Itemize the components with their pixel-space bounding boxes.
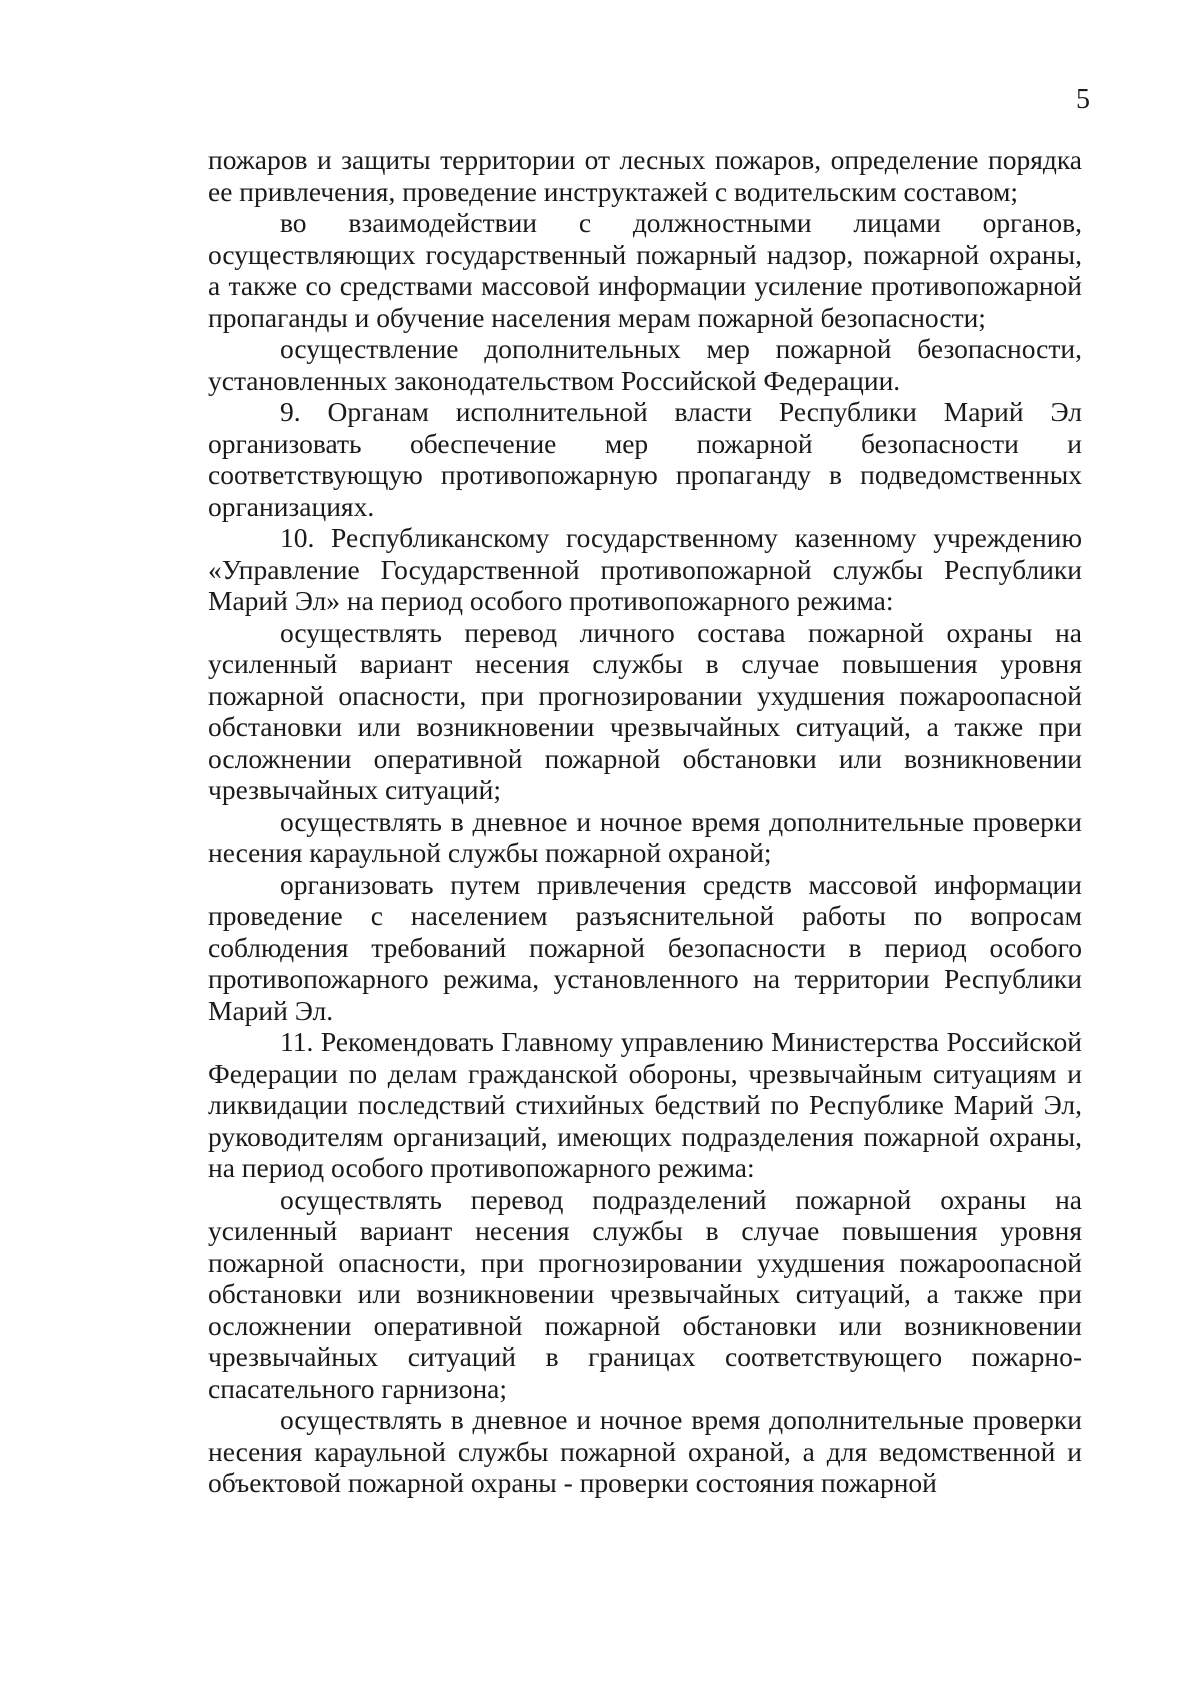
paragraph-item-9: 9. Органам исполнительной власти Республики Марий Эл организовать обеспечение мер пожарной безопасности и соответствующую противопожарную пропаганду в подведомственных организациях.: [208, 396, 1082, 522]
paragraph-item-10: 10. Республиканскому государственному казенному учреждению «Управление Государственной противопожарной службы Республики Марий Эл» на период особого противопожарного режима:: [208, 522, 1082, 616]
document-body: [208, 144, 1082, 1499]
paragraph-2: во взаимодействии с должностными лицами органов, осуществляющих государственный пожарный надзор, пожарной охраны, а также со средствами массовой информации усиление противопожарной пропаганды и обучение населения мерам пожарной безопасности;: [208, 207, 1082, 333]
paragraph-10: осуществлять перевод подразделений пожарной охраны на усиленный вариант несения службы в случае повышения уровня пожарной опасности, при прогнозировании ухудшения пожароопасной обстановки или возникновении чрезвычайных ситуаций, а также при осложнении оперативной пожарной обстановки или возникновении чрезвычайных ситуаций в границах соответствующего пожарно-спасательного гарнизона;: [208, 1183, 1082, 1404]
paragraph-6: осуществлять перевод личного состава пожарной охраны на усиленный вариант несения службы в случае повышения уровня пожарной опасности, при прогнозировании ухудшения пожароопасной обстановки или возникновении чрезвычайных ситуаций, а также при осложнении оперативной пожарной обстановки или возникновении чрезвычайных ситуаций;: [208, 616, 1082, 805]
paragraph-7: осуществлять в дневное и ночное время дополнительные проверки несения караульной службы пожарной охраной;: [208, 805, 1082, 868]
paragraph-item-11: 11. Рекомендовать Главному управлению Министерства Российской Федерации по делам гражданской обороны, чрезвычайным ситуациям и ликвидации последствий стихийных бедствий по Республике Марий Эл, руководителям организаций, имеющих подразделения пожарной охраны, на период особого противопожарного режима:: [208, 1026, 1082, 1183]
paragraph-3: осуществление дополнительных мер пожарной безопасности, установленных законодательством Российской Федерации.: [208, 333, 1082, 396]
paragraph-1: пожаров и защиты территории от лесных пожаров, определение порядка ее привлечения, проведение инструктажей с водительским составом;: [208, 144, 1082, 207]
page-number: 5: [1076, 84, 1090, 115]
paragraph-8: организовать путем привлечения средств массовой информации проведение с населением разъяснительной работы по вопросам соблюдения требований пожарной безопасности в период особого противопожарного режима, установленного на территории Республики Марий Эл.: [208, 868, 1082, 1026]
paragraph-11: осуществлять в дневное и ночное время дополнительные проверки несения караульной службы пожарной охраной, а для ведомственной и объектовой пожарной охраны - проверки состояния пожарной: [208, 1404, 1082, 1498]
